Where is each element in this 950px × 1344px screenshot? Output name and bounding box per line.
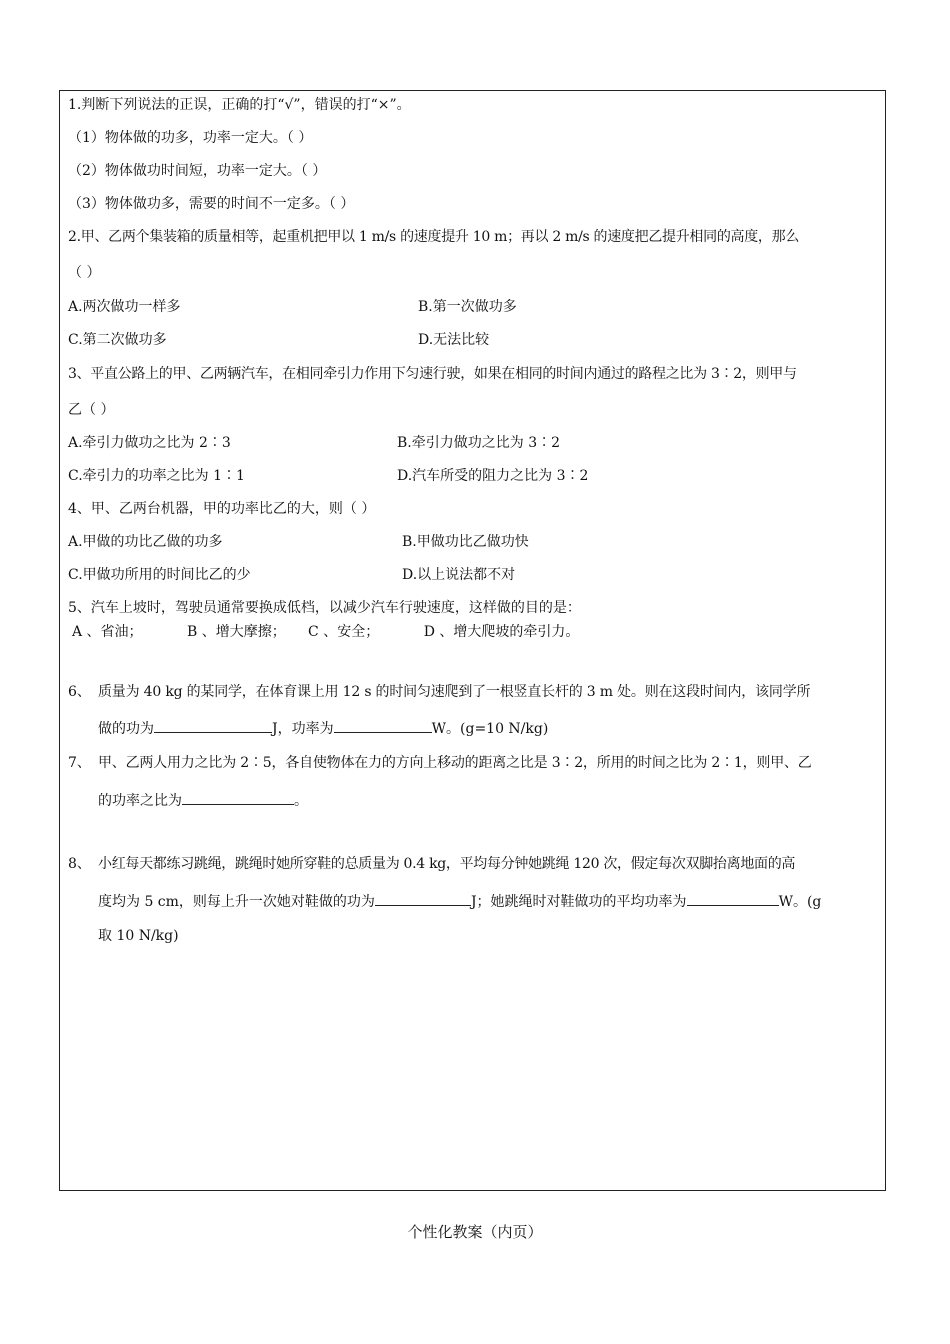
q6-line-2 (98, 718, 548, 738)
q2-paren: （ ） (68, 265, 101, 281)
q8-line-2 (98, 891, 821, 911)
q2-option-b: B.第一次做功多 (418, 299, 517, 315)
q2-stem: 2.甲、乙两个集装箱的质量相等，起重机把甲以 1 m/s 的速度提升 10 m；再以 2 m/s 的速度把乙提升相同的高度，那么 (68, 229, 800, 245)
q8-number: 8、 (68, 856, 91, 872)
q8-work-blank[interactable] (375, 891, 471, 906)
q3-stem-cont: 乙（ ） (68, 402, 115, 418)
q4-option-d: D.以上说法都不对 (402, 567, 516, 583)
q8-line-3: 取 10 N/kg) (98, 928, 179, 944)
q1-item-3: （3）物体做功多，需要的时间不一定多。（ ） (68, 196, 355, 212)
q6-text-b: J，功率为 (272, 721, 334, 737)
q1-item-2: （2）物体做功时间短，功率一定大。（ ） (68, 163, 327, 179)
q7-ratio-blank[interactable] (182, 790, 294, 805)
q3-option-a: A.牵引力做功之比为 2∶3 (68, 435, 231, 451)
q6-line-1: 质量为 40 kg 的某同学，在体育课上用 12 s 的时间匀速爬到了一根竖直长杆的 3 m 处。则在这段时间内，该同学所 (98, 684, 811, 700)
q4-stem: 4、甲、乙两台机器，甲的功率比乙的大，则（ ） (68, 501, 376, 517)
q2-option-a: A.两次做功一样多 (68, 299, 181, 315)
q4-option-a: A.甲做的功比乙做的功多 (68, 534, 223, 550)
q3-option-b: B.牵引力做功之比为 3∶2 (397, 435, 561, 451)
q8-text-a: 度均为 5 cm，则每上升一次她对鞋做的功为 (98, 894, 375, 910)
q8-text-b: J；她跳绳时对鞋做功的平均功率为 (470, 894, 687, 910)
q3-stem: 3、平直公路上的甲、乙两辆汽车，在相同牵引力作用下匀速行驶，如果在相同的时间内通过的路程之比为 3∶2，则甲与 (68, 366, 797, 382)
q7-number: 7、 (68, 755, 91, 771)
q5-stem: 5、汽车上坡时，驾驶员通常要换成低档，以减少汽车行驶速度，这样做的目的是： (68, 600, 581, 616)
q8-line-1: 小红每天都练习跳绳，跳绳时她所穿鞋的总质量为 0.4 kg，平均每分钟她跳绳 120 次，假定每次双脚抬离地面的高 (98, 856, 796, 872)
q6-text-a: 做的功为 (98, 721, 154, 737)
q7-text-a: 的功率之比为 (98, 793, 182, 809)
q8-power-blank[interactable] (687, 891, 779, 906)
page-footer: 个性化教案（内页） (407, 1223, 543, 1241)
q6-number: 6、 (68, 684, 91, 700)
q8-text-c: W。(g (778, 894, 822, 910)
q3-option-c: C.牵引力的功率之比为 1∶1 (68, 468, 245, 484)
q7-line-2 (98, 790, 308, 810)
q7-text-b: 。 (294, 793, 308, 809)
q1-item-1: （1）物体做的功多，功率一定大。（ ） (68, 130, 313, 146)
q6-text-c: W。(g=10 N/kg) (431, 721, 549, 737)
q2-option-d: D.无法比较 (418, 332, 490, 348)
q5-options: A 、省油； B 、增大摩擦； C 、安全； D 、增大爬坡的牵引力。 (72, 624, 580, 640)
q4-option-c: C.甲做功所用的时间比乙的少 (68, 567, 251, 583)
q4-option-b: B.甲做功比乙做功快 (402, 534, 529, 550)
q6-power-blank[interactable] (334, 718, 432, 733)
q3-option-d: D.汽车所受的阻力之比为 3∶2 (397, 468, 589, 484)
q2-option-c: C.第二次做功多 (68, 332, 167, 348)
q7-line-1: 甲、乙两人用力之比为 2∶5，各自使物体在力的方向上移动的距离之比是 3∶2，所用的时间之比为 2∶1，则甲、乙 (98, 755, 812, 771)
q1-stem: 1.判断下列说法的正误，正确的打“√”，错误的打“×”。 (68, 97, 411, 113)
q6-work-blank[interactable] (154, 718, 272, 733)
